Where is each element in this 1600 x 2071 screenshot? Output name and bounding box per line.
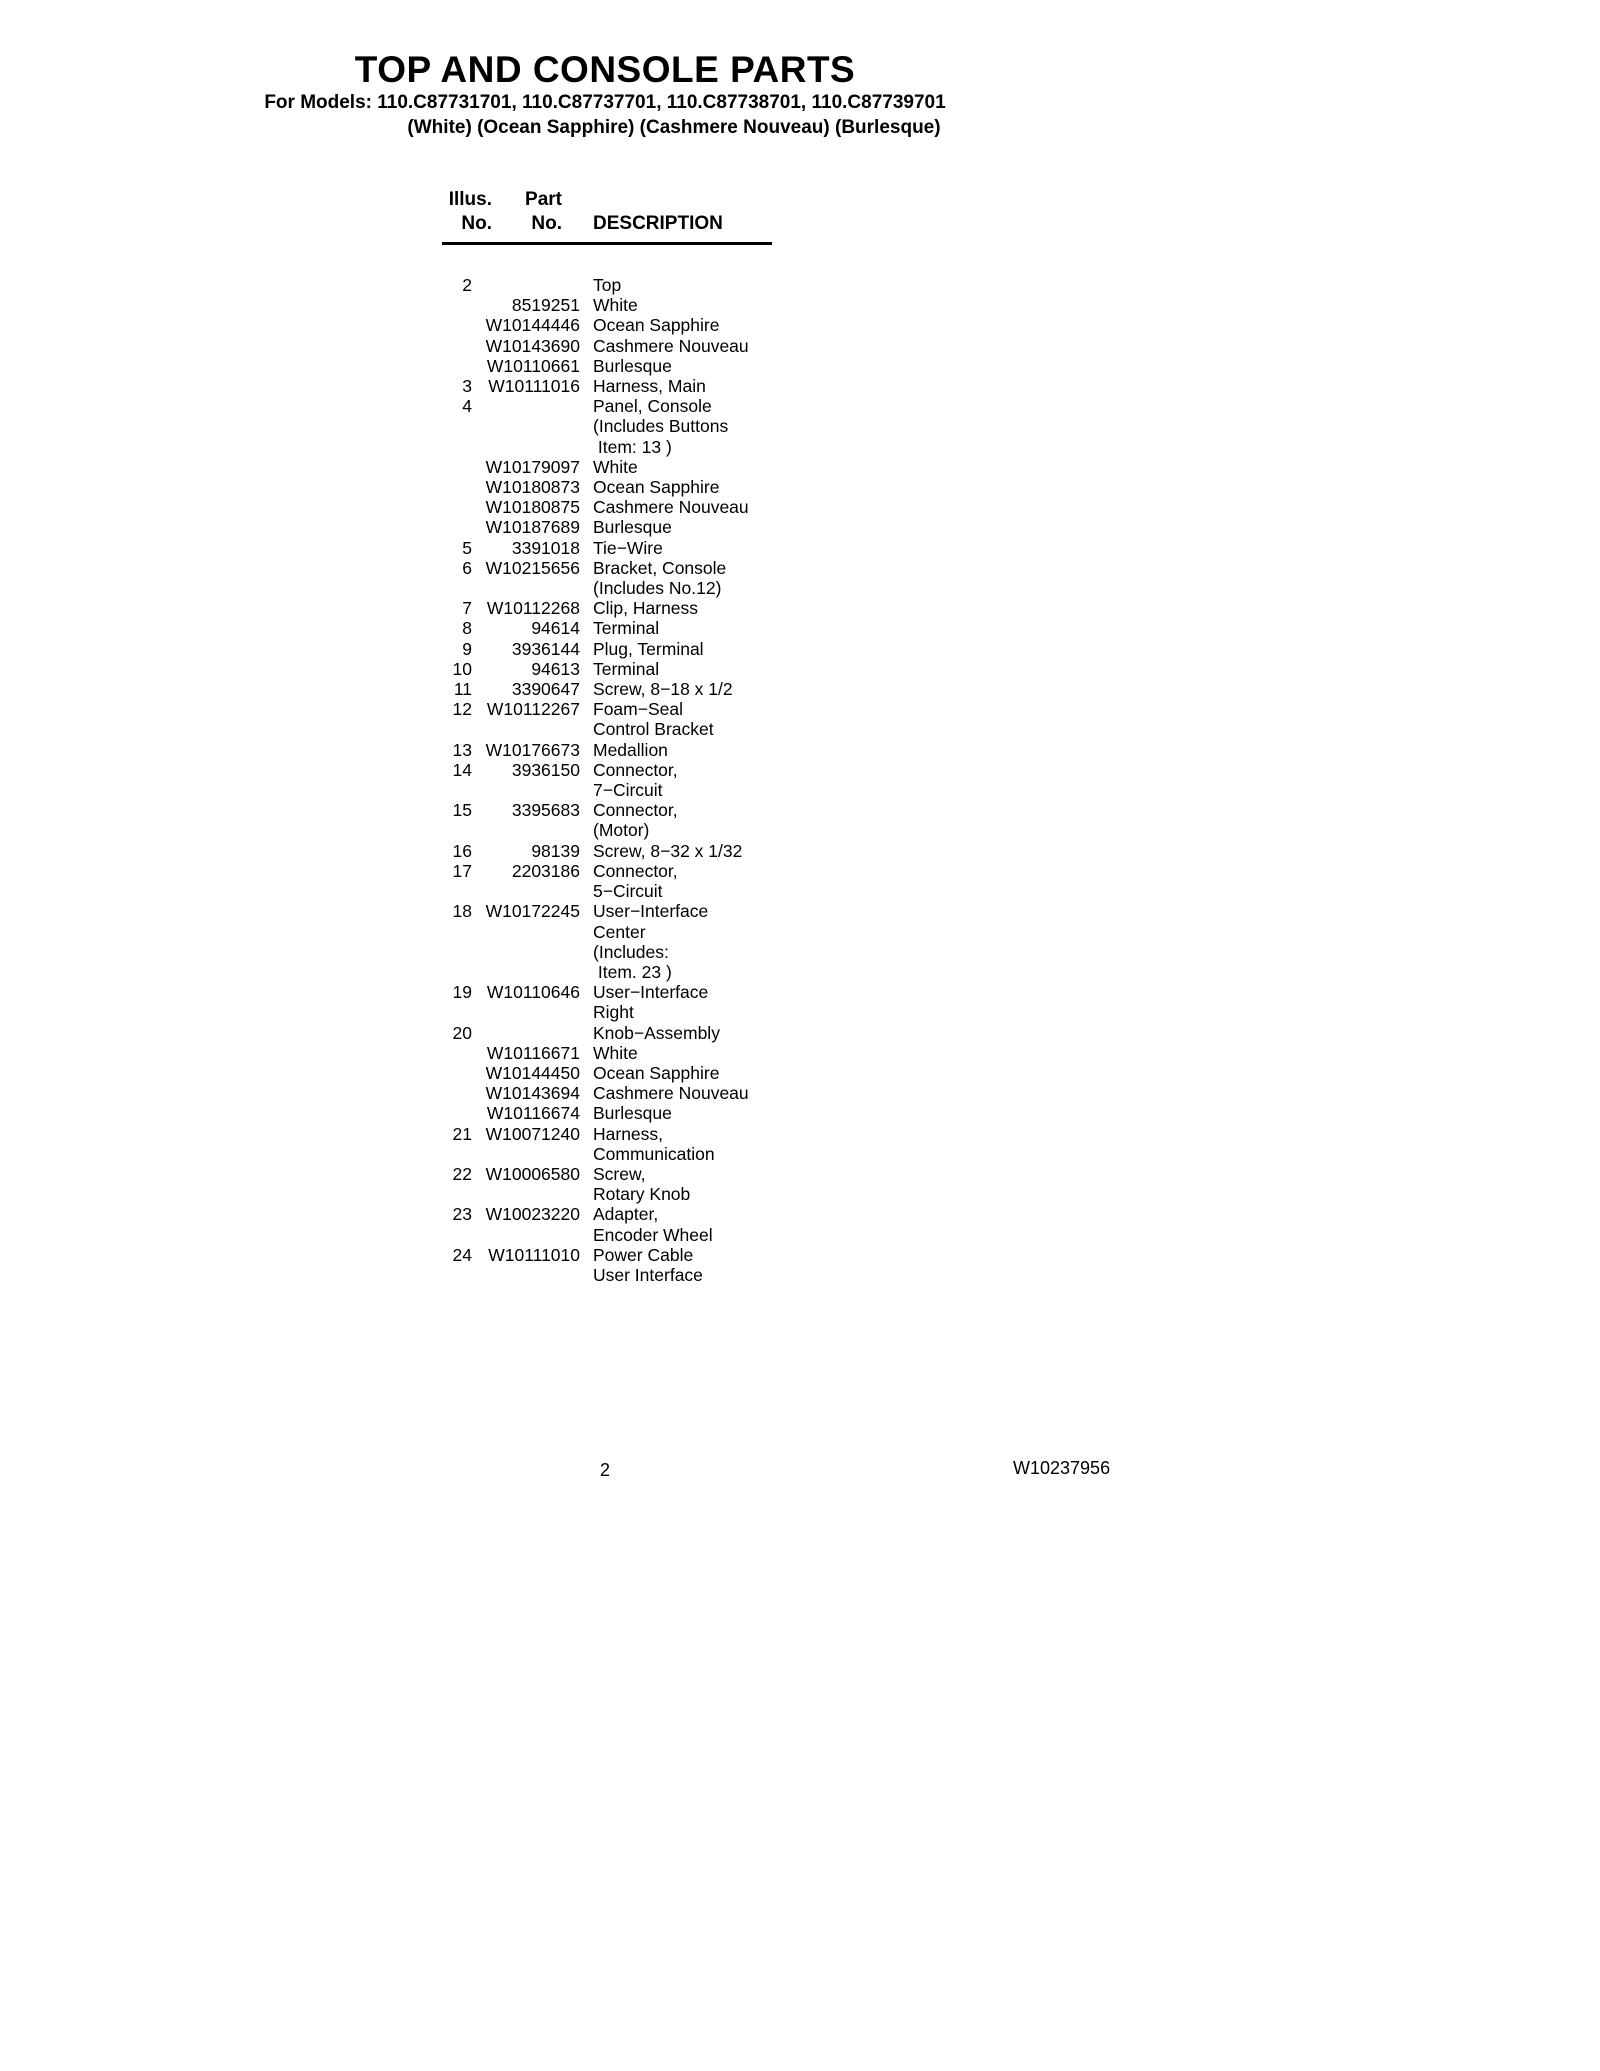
- table-row: [432, 820, 772, 840]
- table-row: [432, 719, 772, 739]
- table-row: [432, 780, 772, 800]
- part-no-cell: 3395683: [511, 800, 580, 821]
- table-row: [432, 1083, 772, 1103]
- table-row: [432, 881, 772, 901]
- table-row: [432, 1225, 772, 1245]
- part-no-cell: [472, 881, 580, 901]
- part-no-cell: 98139: [531, 840, 580, 861]
- parts-table: [432, 188, 772, 1285]
- illus-no-cell: [432, 820, 472, 840]
- description-cell: Cashmere Nouveau: [593, 335, 749, 356]
- table-row: [432, 578, 772, 598]
- table-row: [432, 962, 772, 982]
- description-cell: Top: [593, 275, 622, 295]
- part-no-cell: W10116674: [486, 1103, 580, 1124]
- description-cell: Terminal: [593, 658, 660, 679]
- description-cell: Center: [593, 921, 646, 942]
- description-cell: Knob−Assembly: [593, 1022, 720, 1043]
- part-no-cell: W10143694: [485, 1083, 580, 1104]
- table-row: [432, 416, 772, 436]
- illus-no-cell: [432, 416, 472, 436]
- table-row: [432, 659, 772, 679]
- table-row: [432, 699, 772, 719]
- table-row: [432, 942, 772, 962]
- part-no-cell: W10215656: [485, 557, 580, 578]
- part-no-cell: W10143690: [485, 335, 580, 356]
- part-no-cell: W10179097: [485, 456, 580, 477]
- illus-no-cell: [432, 962, 472, 982]
- part-no-cell: W10116671: [486, 1042, 580, 1063]
- illus-no-cell: [432, 1225, 472, 1245]
- illus-no-cell: 11: [453, 679, 472, 700]
- illus-no-cell: 5: [462, 537, 472, 558]
- description-cell: Terminal: [593, 618, 660, 639]
- description-cell: Ocean Sapphire: [593, 477, 720, 498]
- part-no-cell: W10176673: [485, 739, 580, 760]
- illus-no-cell: [432, 780, 472, 800]
- part-no-cell: [472, 1225, 580, 1245]
- description-cell: Encoder Wheel: [593, 1224, 713, 1245]
- illus-no-cell: 16: [452, 840, 472, 861]
- part-no-cell: [472, 780, 580, 800]
- part-no-cell: [472, 962, 580, 982]
- illus-no-cell: 8: [462, 618, 472, 639]
- description-cell: Harness, Main: [593, 376, 706, 397]
- part-no-header-line2: No.: [531, 213, 562, 234]
- part-no-cell: W10187689: [485, 517, 580, 538]
- part-no-cell: [472, 578, 580, 598]
- description-cell: Panel, Console: [593, 396, 712, 417]
- description-cell: White: [593, 295, 638, 316]
- description-cell: White: [593, 456, 638, 477]
- table-row: [432, 497, 772, 517]
- description-cell: Rotary Knob: [593, 1184, 691, 1205]
- part-no-cell: 8519251: [511, 295, 580, 316]
- illus-no-cell: 15: [452, 800, 472, 821]
- parts-table-body: [432, 275, 772, 1285]
- part-no-cell: [472, 1023, 580, 1043]
- table-row: [432, 517, 772, 537]
- table-row: [432, 275, 772, 295]
- illus-no-cell: 23: [452, 1204, 472, 1225]
- document-header: [0, 50, 1210, 140]
- part-no-cell: 3391018: [511, 537, 580, 558]
- illus-no-cell: 4: [462, 396, 472, 417]
- illus-no-cell: [432, 922, 472, 942]
- illus-no-cell: 18: [452, 901, 472, 922]
- illus-no-cell: [432, 1002, 472, 1022]
- part-no-cell: 3936150: [511, 759, 580, 780]
- table-row: [432, 437, 772, 457]
- illus-no-cell: [432, 1103, 472, 1123]
- part-no-cell: W10172245: [485, 901, 580, 922]
- description-cell: Communication: [593, 1143, 715, 1164]
- part-no-cell: [472, 437, 580, 457]
- illus-no-cell: [432, 578, 472, 598]
- table-row: [432, 336, 772, 356]
- illus-no-cell: 14: [452, 759, 472, 780]
- illus-no-cell: [432, 1063, 472, 1083]
- description-header: DESCRIPTION: [593, 213, 723, 234]
- description-cell: Screw, 8−18 x 1/2: [593, 679, 733, 700]
- table-row: [432, 861, 772, 881]
- illus-no-cell: [432, 1144, 472, 1164]
- illus-no-cell: 12: [452, 699, 472, 720]
- table-header: [432, 188, 772, 245]
- part-no-cell: [472, 416, 580, 436]
- header-underline: [442, 242, 772, 245]
- table-row: [432, 1144, 772, 1164]
- description-cell: Bracket, Console: [593, 557, 727, 578]
- page-title: TOP AND CONSOLE PARTS: [354, 49, 856, 90]
- illus-no-cell: 17: [452, 860, 472, 881]
- part-no-cell: W10111016: [488, 376, 580, 397]
- description-cell: Control Bracket: [593, 719, 714, 740]
- illus-no-header-line2: No.: [461, 213, 492, 234]
- part-no-cell: W10110661: [486, 355, 580, 376]
- table-row: [432, 1124, 772, 1144]
- description-cell: Medallion: [593, 739, 668, 760]
- part-no-cell: W10006580: [485, 1163, 580, 1184]
- part-no-cell: 94614: [531, 618, 580, 639]
- table-row: [432, 1063, 772, 1083]
- models-line: For Models: 110.C87731701, 110.C87737701, 110.C87738701, 110.C87739701: [264, 92, 946, 113]
- illus-no-cell: [432, 1083, 472, 1103]
- description-cell: Cashmere Nouveau: [593, 497, 749, 518]
- part-no-cell: [472, 1184, 580, 1204]
- table-row: [432, 356, 772, 376]
- part-no-cell: [472, 1144, 580, 1164]
- part-no-cell: W10023220: [485, 1204, 580, 1225]
- table-row: [432, 477, 772, 497]
- part-no-cell: W10112268: [486, 598, 580, 619]
- description-cell: Ocean Sapphire: [593, 315, 720, 336]
- illus-no-cell: [432, 881, 472, 901]
- description-cell: Connector,: [593, 860, 678, 881]
- part-no-cell: W10144450: [485, 1062, 580, 1083]
- description-cell: Cashmere Nouveau: [593, 1083, 749, 1104]
- part-no-cell: W10144446: [485, 315, 580, 336]
- table-row: [432, 618, 772, 638]
- description-cell: Item: 13 ): [593, 436, 672, 457]
- part-no-cell: [472, 922, 580, 942]
- table-row: [432, 538, 772, 558]
- description-cell: User−Interface: [593, 901, 709, 922]
- illus-no-cell: [432, 315, 472, 335]
- description-cell: User−Interface: [593, 982, 709, 1003]
- description-cell: White: [593, 1042, 638, 1063]
- illus-no-cell: 7: [462, 598, 472, 619]
- illus-no-header-line1: Illus.: [448, 189, 492, 210]
- part-no-cell: W10180875: [485, 497, 580, 518]
- part-no-cell: 94613: [531, 658, 580, 679]
- part-no-cell: [472, 942, 580, 962]
- description-cell: Connector,: [593, 759, 678, 780]
- table-row: [432, 679, 772, 699]
- illus-no-cell: [432, 719, 472, 739]
- table-header-row-2: [432, 212, 772, 236]
- illus-no-cell: 22: [452, 1163, 472, 1184]
- page-number: 2: [599, 1460, 610, 1480]
- part-no-cell: [472, 820, 580, 840]
- description-header-spacer: [562, 188, 593, 212]
- table-row: [432, 1043, 772, 1063]
- table-row: [432, 396, 772, 416]
- illus-no-cell: 3: [462, 376, 472, 397]
- table-row: [432, 457, 772, 477]
- illus-no-cell: 20: [452, 1022, 472, 1043]
- description-cell: Power Cable: [593, 1244, 694, 1265]
- part-no-cell: [472, 396, 580, 416]
- table-row: [432, 295, 772, 315]
- description-cell: Harness,: [593, 1123, 664, 1144]
- illus-no-cell: [432, 1265, 472, 1285]
- part-no-cell: W10112267: [486, 699, 580, 720]
- description-cell: Plug, Terminal: [593, 638, 704, 659]
- table-row: [432, 598, 772, 618]
- illus-no-cell: [432, 517, 472, 537]
- table-row: [432, 922, 772, 942]
- table-row: [432, 760, 772, 780]
- table-row: [432, 315, 772, 335]
- description-cell: Burlesque: [593, 1103, 672, 1124]
- description-cell: Ocean Sapphire: [593, 1062, 720, 1083]
- description-cell: 7−Circuit: [593, 780, 663, 801]
- document-number: W10237956: [1013, 1458, 1111, 1478]
- illus-no-cell: 19: [452, 982, 472, 1003]
- part-no-cell: 2203186: [511, 860, 580, 881]
- table-row: [432, 1265, 772, 1285]
- part-no-cell: W10180873: [485, 477, 580, 498]
- table-row: [432, 1245, 772, 1265]
- part-no-cell: 3936144: [511, 638, 580, 659]
- description-cell: (Includes:: [593, 941, 669, 962]
- table-row: [432, 982, 772, 1002]
- table-row: [432, 1164, 772, 1184]
- table-row: [432, 841, 772, 861]
- table-row: [432, 1023, 772, 1043]
- table-row: [432, 1204, 772, 1224]
- description-cell: Burlesque: [593, 355, 672, 376]
- part-no-cell: [472, 719, 580, 739]
- table-row: [432, 639, 772, 659]
- illus-no-cell: [432, 437, 472, 457]
- description-cell: Screw, 8−32 x 1/32: [593, 840, 743, 861]
- illus-no-cell: [432, 457, 472, 477]
- part-no-cell: [472, 1265, 580, 1285]
- part-no-header-line1: Part: [525, 189, 562, 210]
- part-no-cell: W10071240: [485, 1123, 580, 1144]
- description-cell: Foam−Seal: [593, 699, 683, 720]
- table-row: [432, 1184, 772, 1204]
- description-cell: User Interface: [593, 1264, 703, 1285]
- illus-no-cell: 10: [452, 658, 472, 679]
- illus-no-cell: [432, 942, 472, 962]
- table-row: [432, 376, 772, 396]
- table-row: [432, 1103, 772, 1123]
- illus-no-cell: 6: [462, 557, 472, 578]
- illus-no-cell: 13: [452, 739, 472, 760]
- description-cell: Adapter,: [593, 1204, 659, 1225]
- description-cell: Burlesque: [593, 517, 672, 538]
- description-cell: Screw,: [593, 1163, 646, 1184]
- part-no-cell: [472, 275, 580, 295]
- description-cell: 5−Circuit: [593, 881, 663, 902]
- table-header-row-1: [432, 188, 772, 212]
- description-cell: (Motor): [593, 820, 650, 841]
- description-cell: Right: [593, 1002, 634, 1023]
- table-row: [432, 558, 772, 578]
- table-row: [432, 901, 772, 921]
- description-cell: Tie−Wire: [593, 537, 663, 558]
- illus-no-cell: 9: [462, 638, 472, 659]
- description-cell: (Includes Buttons: [593, 416, 729, 437]
- part-no-cell: [472, 1002, 580, 1022]
- illus-no-cell: 21: [452, 1123, 472, 1144]
- illus-no-cell: [432, 336, 472, 356]
- illus-no-cell: [432, 295, 472, 315]
- illus-no-cell: [432, 497, 472, 517]
- part-no-cell: W10111010: [488, 1244, 580, 1265]
- part-no-cell: W10110646: [486, 982, 580, 1003]
- colors-line: (White) (Ocean Sapphire) (Cashmere Nouveau) (Burlesque): [407, 117, 941, 138]
- illus-no-cell: [432, 477, 472, 497]
- illus-no-cell: 24: [452, 1244, 472, 1265]
- description-cell: Connector,: [593, 800, 678, 821]
- illus-no-cell: [432, 1184, 472, 1204]
- description-cell: (Includes No.12): [593, 578, 722, 599]
- description-cell: Clip, Harness: [593, 598, 699, 619]
- illus-no-cell: 2: [462, 275, 472, 295]
- part-no-cell: 3390647: [511, 679, 580, 700]
- illus-no-cell: [432, 356, 472, 376]
- table-row: [432, 740, 772, 760]
- table-row: [432, 800, 772, 820]
- description-cell: Item. 23 ): [593, 961, 672, 982]
- illus-no-cell: [432, 1043, 472, 1063]
- table-row: [432, 1002, 772, 1022]
